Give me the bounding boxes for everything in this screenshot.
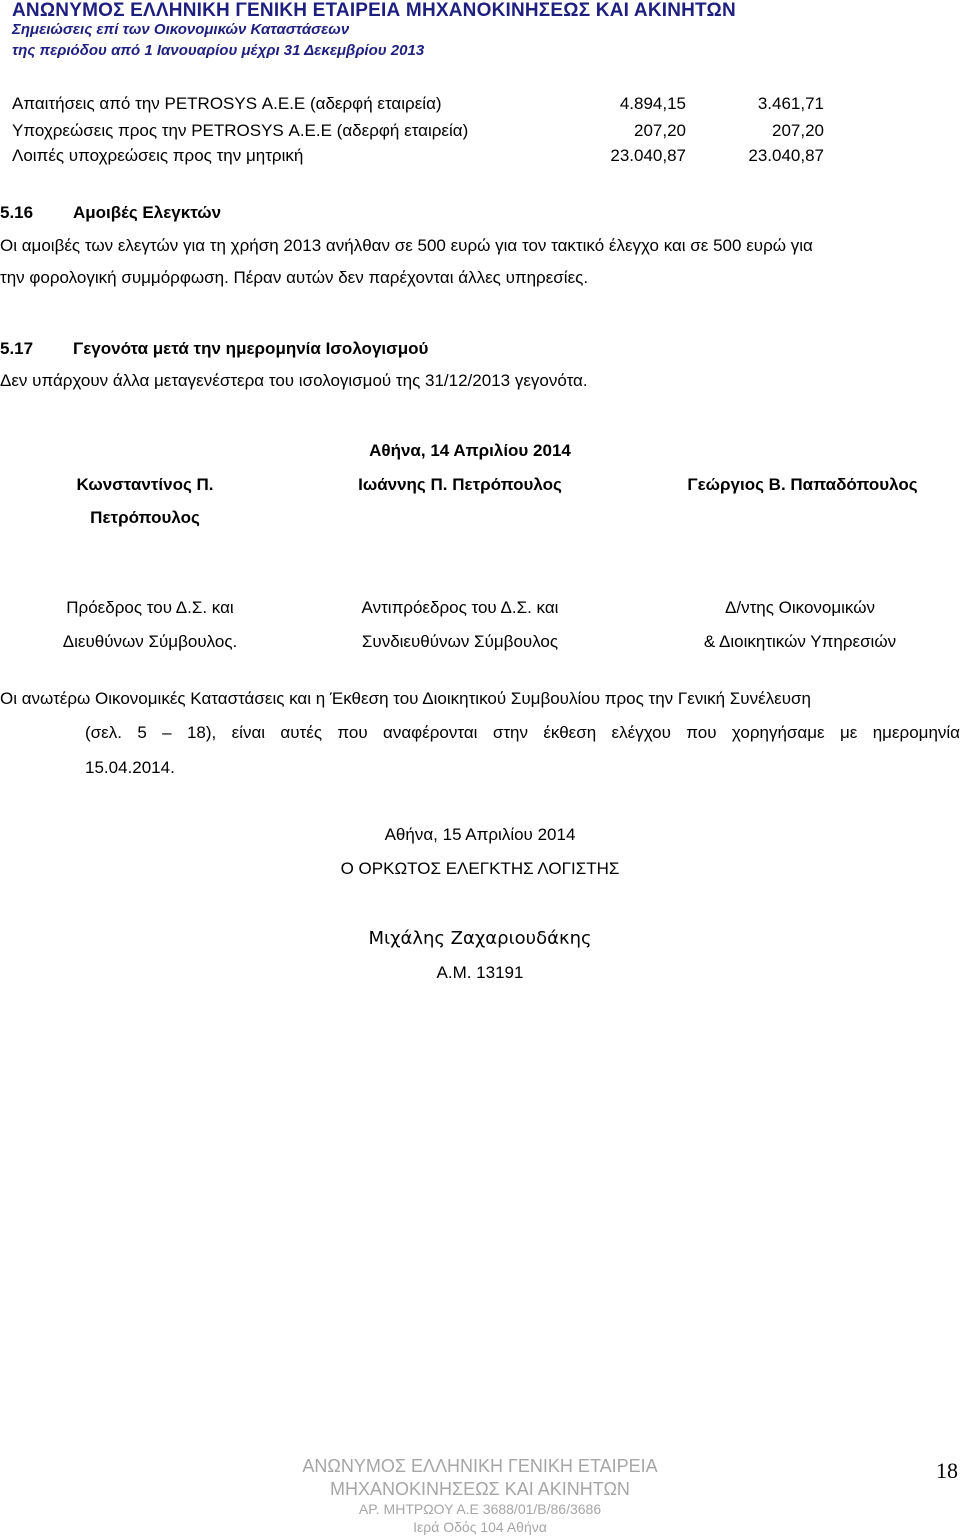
section-516-title: Αμοιβές Ελεγκτών [73, 203, 222, 222]
header-period: της περιόδου από 1 Ιανουαρίου μέχρι 31 Δεκεμβρίου 2013 [12, 42, 425, 59]
table-row-value-2013: 4.894,15 [619, 94, 686, 113]
auditor-name: Μιχάλης Ζαχαριουδάκης [368, 928, 592, 949]
table-row-value-2012: 23.040,87 [748, 146, 824, 165]
audit-note-line3: 15.04.2014. [85, 758, 175, 777]
table-row-value-2012: 207,20 [772, 121, 824, 140]
table-row-label: Λοιπές υποχρεώσεις προς την μητρική [12, 146, 304, 165]
signatures-place-date: Αθήνα, 14 Απριλίου 2014 [369, 441, 571, 460]
table-row-value-2012: 3.461,71 [757, 94, 824, 113]
table-row-label: Απαιτήσεις από την PETROSYS Α.Ε.Ε (αδερφή εταιρεία) [12, 94, 442, 113]
section-516-number: 5.16 [0, 203, 34, 222]
section-516-text-line2: την φορολογική συμμόρφωση. Πέραν αυτών δεν παρέχονται άλλες υπηρεσίες. [0, 268, 589, 287]
table-row-value-2013: 207,20 [634, 121, 686, 140]
signatory-3-role-line2: & Διοικητικών Υπηρεσιών [703, 632, 897, 651]
section-517-title: Γεγονότα μετά την ημερομηνία Ισολογισμού [73, 339, 429, 358]
signatory-1-name-line1: Κωνσταντίνος Π. [76, 475, 214, 494]
signatory-2-role-line2: Συνδιευθύνων Σύμβουλος [361, 632, 559, 651]
auditor-place-date: Αθήνα, 15 Απριλίου 2014 [384, 825, 576, 844]
footer-company-line1: ΑΝΩΝΥΜΟΣ ΕΛΛΗΝΙΚΗ ΓΕΝΙΚΗ ΕΤΑΙΡΕΙΑ [302, 1456, 658, 1476]
signatory-1-name-line2: Πετρόπουλος [90, 508, 200, 527]
header-company: ΑΝΩΝΥΜΟΣ ΕΛΛΗΝΙΚΗ ΓΕΝΙΚΗ ΕΤΑΙΡΕΙΑ ΜΗΧΑΝΟΚΙΝΗΣΕΩΣ ΚΑΙ ΑΚΙΝΗΤΩΝ [12, 0, 736, 21]
signatory-2-name: Ιωάννης Π. Πετρόπουλος [358, 475, 562, 494]
signatory-2-role-line1: Αντιπρόεδρος του Δ.Σ. και [361, 598, 559, 617]
auditor-registration-number: Α.Μ. 13191 [436, 963, 524, 982]
signatory-3-name: Γεώργιος Β. Παπαδόπουλος [687, 475, 918, 494]
table-row-value-2013: 23.040,87 [610, 146, 686, 165]
signatory-1-role-line2: Διευθύνων Σύμβουλος. [62, 632, 238, 651]
audit-note-line2: (σελ. 5 – 18), είναι αυτές που αναφέρονται στην έκθεση ελέγχου που χορηγήσαμε με ημερομηνία [85, 723, 960, 742]
section-516-text-line1: Οι αμοιβές των ελεγτών για τη χρήση 2013 ανήλθαν σε 500 ευρώ για τον τακτικό έλεγχο και σε 500 ευρώ για [0, 236, 813, 255]
footer-address: Ιερά Οδός 104 Αθήνα [413, 1519, 547, 1535]
signatory-3-role-line1: Δ/ντης Οικονομικών [724, 598, 875, 617]
signatory-1-role-line1: Πρόεδρος του Δ.Σ. και [66, 598, 234, 617]
footer-company-line2: ΜΗΧΑΝΟΚΙΝΗΣΕΩΣ ΚΑΙ ΑΚΙΝΗΤΩΝ [330, 1479, 630, 1499]
section-517-text-line1: Δεν υπάρχουν άλλα μεταγενέστερα του ισολογισμού της 31/12/2013 γεγονότα. [0, 371, 588, 390]
footer-registration: ΑΡ. ΜΗΤΡΩΟΥ Α.Ε 3688/01/Β/86/3686 [358, 1501, 602, 1517]
table-row-label: Υποχρεώσεις προς την PETROSYS Α.Ε.Ε (αδερφή εταιρεία) [12, 121, 469, 140]
section-517-number: 5.17 [0, 339, 34, 358]
audit-note-line1: Οι ανωτέρω Οικονομικές Καταστάσεις και η Έκθεση του Διοικητικού Συμβουλίου προς την Γενική Συνέλευση [0, 689, 811, 708]
page-number: 18 [936, 1458, 958, 1483]
header-subtitle: Σημειώσεις επί των Οικονομικών Καταστάσεων [12, 21, 350, 38]
auditor-title: Ο ΟΡΚΩΤΟΣ ΕΛΕΓΚΤΗΣ ΛΟΓΙΣΤΗΣ [340, 859, 620, 878]
